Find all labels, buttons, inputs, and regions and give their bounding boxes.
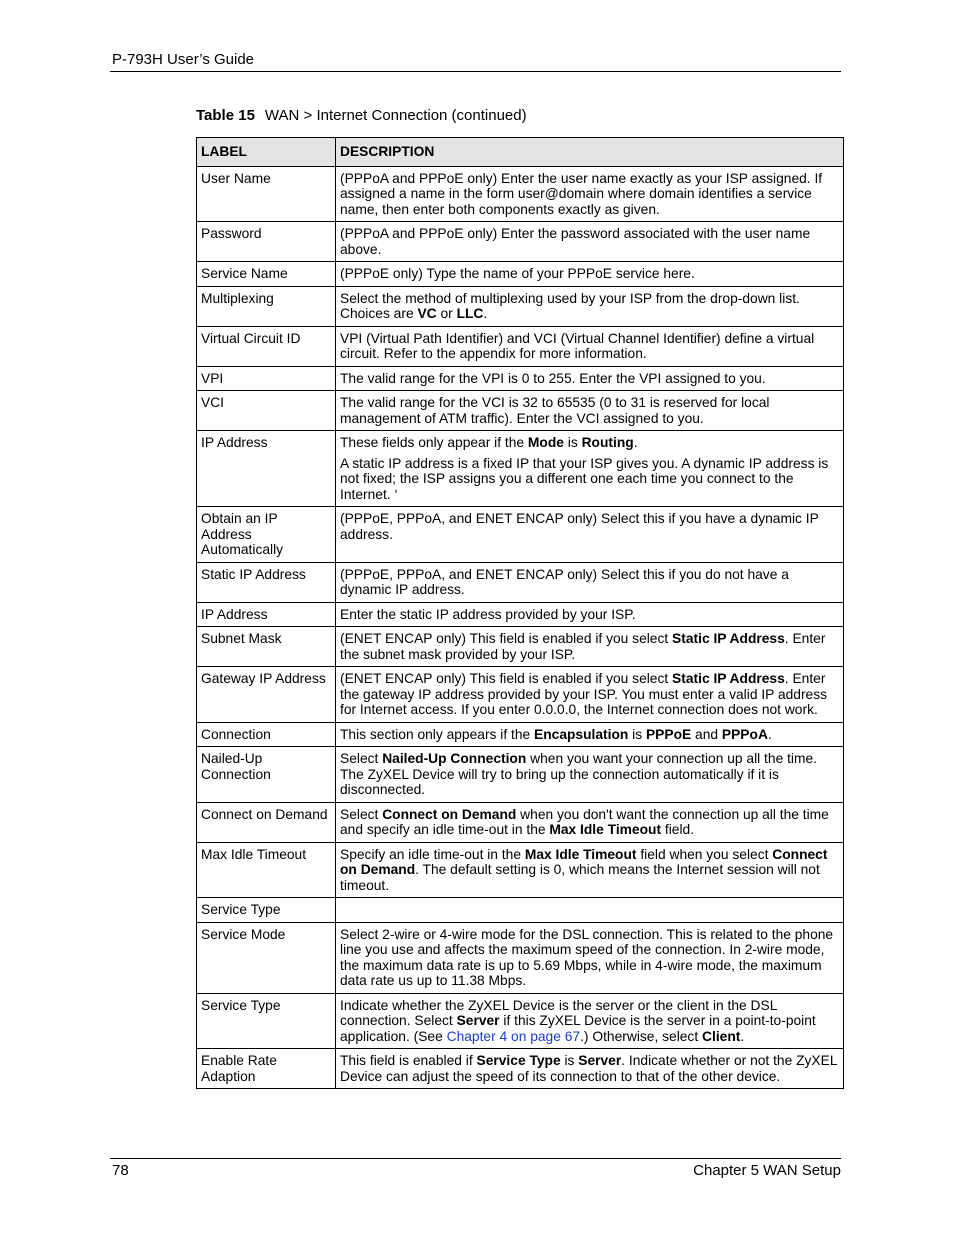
row-label: IP Address [197,602,336,627]
row-label: User Name [197,166,336,222]
bold-term: Max Idle Timeout [549,822,662,837]
column-header-label: LABEL [197,138,336,167]
description-text: . [483,306,488,321]
description-text: Indicate whether the ZyXEL Device is the server or the client in the DSL connection. Select [340,997,777,1028]
description-text: Specify an idle time-out in the [340,846,525,862]
table-row [197,627,844,667]
row-label: VPI [197,366,336,391]
table-caption-label: Table 15 [196,107,255,124]
row-label: Virtual Circuit ID [197,326,336,366]
description-text: is [563,435,582,450]
bold-term: Connect on Demand [382,806,517,822]
bold-term: Nailed-Up Connection [382,751,527,766]
description-text: . [740,1028,745,1044]
table-header-row [197,138,844,167]
row-description [336,222,844,262]
bold-term: PPPoA [721,726,768,742]
table-row [197,922,844,993]
description-paragraph [340,567,839,598]
table-row [197,507,844,563]
row-description [336,747,844,803]
row-label: Multiplexing [197,286,336,326]
row-description [336,507,844,563]
description-paragraph [340,291,839,322]
row-description [336,842,844,898]
table-row [197,667,844,723]
description-text: The valid range for the VCI is 32 to 65535 (0 to 31 is reserved for local management of ATM traffic). Enter the VCI assigned to you. [340,395,770,426]
bold-term: Static IP Address [672,631,785,646]
description-paragraph [340,847,839,894]
row-label: Gateway IP Address [197,667,336,723]
row-description [336,286,844,326]
description-paragraph [340,511,839,542]
row-label: Obtain an IP Address Automatically [197,507,336,563]
bold-term: Service Type [476,1053,561,1068]
bold-term: Static IP Address [672,671,785,686]
row-label: Service Type [197,898,336,923]
description-text: Enter the static IP address provided by your ISP. [340,606,636,622]
row-description [336,366,844,391]
description-paragraph [340,1053,839,1084]
table-row [197,431,844,507]
description-text: when you want your connection up all the time. The ZyXEL Device will try to bring up the connection automatically if it is disconnected. [340,751,817,797]
row-description [336,898,844,923]
table-row [197,842,844,898]
description-text: VPI (Virtual Path Identifier) and VCI (Virtual Channel Identifier) define a virtual circuit. Refer to the appendix for more information. [340,330,815,361]
description-text: is [628,726,646,742]
description-text: Select 2-wire or 4-wire mode for the DSL connection. This is related to the phone line you use and affects the maximum speed of the connection. In 2-wire mode, the maximum data rate is up to 5.69 Mbps, while in 4-wire mode, the maximum data rate us up to 11.38 Mbps. [340,926,834,988]
description-text: Select the method of multiplexing used by your ISP from the drop-down list. Choices are [340,290,800,321]
description-paragraph [340,171,839,218]
row-label: Max Idle Timeout [197,842,336,898]
row-description [336,993,844,1049]
description-paragraph [340,435,839,451]
bold-term: PPPoE [645,726,692,742]
description-paragraph [340,371,839,387]
row-description [336,627,844,667]
table-row [197,722,844,747]
description-paragraph [340,671,839,718]
description-text: Select [340,751,383,766]
bold-term: Server [456,1013,500,1028]
wan-settings-table [196,137,844,1089]
description-paragraph [340,927,839,989]
table-row [197,993,844,1049]
row-description [336,391,844,431]
footer-rule [110,1158,841,1159]
description-text: Select [340,806,383,822]
row-label: Static IP Address [197,562,336,602]
table-row [197,286,844,326]
table-row [197,366,844,391]
description-text: (PPPoE, PPPoA, and ENET ENCAP only) Select this if you do not have a dynamic IP address. [340,566,789,597]
description-paragraph [340,751,839,798]
page-number: 78 [112,1162,129,1179]
description-text: . Enter the subnet mask provided by your ISP. [340,631,826,662]
description-text: if this ZyXEL Device is the server in a point-to-point application. (See [340,1013,816,1044]
row-description [336,667,844,723]
row-label: Nailed-Up Connection [197,747,336,803]
table-caption-text: WAN > Internet Connection (continued) [264,107,527,124]
description-text: . Indicate whether or not the ZyXEL Device can adjust the speed of its connection to that of the other device. [340,1053,837,1084]
chapter-title: Chapter 5 WAN Setup [693,1162,841,1179]
description-paragraph [340,266,839,282]
row-description [336,1049,844,1089]
description-text: This section only appears if the [340,726,535,742]
row-label: IP Address [197,431,336,507]
table-row [197,898,844,923]
description-paragraph [340,727,839,743]
bold-term: Client [702,1028,741,1044]
table-row [197,391,844,431]
row-description [336,802,844,842]
description-text: (PPPoE, PPPoA, and ENET ENCAP only) Select this if you have a dynamic IP address. [340,511,819,542]
row-label: Connection [197,722,336,747]
bold-term: VC [417,306,437,321]
row-description [336,166,844,222]
running-header: P-793H User’s Guide [112,51,255,68]
table-row [197,602,844,627]
table-caption [196,107,527,125]
bold-term: Connect on Demand [340,846,828,877]
description-text: field. [661,822,695,837]
description-text: . Enter the gateway IP address provided by your ISP. You must enter a valid IP address for Internet access. If you enter 0.0.0.0, the Internet connection does not work. [340,671,828,717]
table-row [197,222,844,262]
description-text: (ENET ENCAP only) This field is enabled if you select [340,631,673,646]
description-paragraph [340,226,839,257]
column-header-description: DESCRIPTION [336,138,844,167]
description-text: (PPPoA and PPPoE only) Enter the user name exactly as your ISP assigned. If assigned a name in the form user@domain where domain identifies a service name, then enter both components exactly as given. [340,170,823,217]
row-description [336,922,844,993]
table-row [197,326,844,366]
table-row [197,747,844,803]
table-row [197,166,844,222]
description-text: . [767,726,772,742]
description-text: and [691,726,722,742]
row-label: Subnet Mask [197,627,336,667]
row-label: Connect on Demand [197,802,336,842]
description-text: when you don't want the connection up all the time and specify an idle time-out in the [340,806,829,837]
bold-term: Server [578,1053,622,1068]
row-label: Password [197,222,336,262]
description-text: These fields only appear if the [340,435,528,450]
description-text: A static IP address is a fixed IP that your ISP gives you. A dynamic IP address is not fixed; the ISP assigns you a different one each time you connect to the Internet. ‘ [340,455,829,502]
row-description [336,602,844,627]
description-text: (ENET ENCAP only) This field is enabled if you select [340,671,673,686]
description-text: is [560,1053,579,1068]
row-description [336,431,844,507]
description-paragraph [340,998,839,1045]
description-text: This field is enabled if [340,1053,477,1068]
table-row [197,802,844,842]
bold-term: Max Idle Timeout [524,846,637,862]
description-text: or [436,306,457,321]
description-text: The valid range for the VPI is 0 to 255. Enter the VPI assigned to you. [340,370,766,386]
row-description [336,326,844,366]
row-label: Service Name [197,262,336,287]
description-paragraph [340,807,839,838]
description-paragraph [340,607,839,623]
bold-term: Routing [581,435,634,450]
description-text: . [633,435,638,450]
description-text: (PPPoE only) Type the name of your PPPoE service here. [340,266,695,281]
row-label: VCI [197,391,336,431]
header-rule [110,71,841,72]
row-description [336,262,844,287]
row-description [336,722,844,747]
row-description [336,562,844,602]
description-paragraph [340,456,839,503]
description-text: .) Otherwise, select [580,1028,703,1044]
row-label: Service Mode [197,922,336,993]
description-text: . The default setting is 0, which means the Internet session will not timeout. [340,862,820,893]
cross-reference-link[interactable]: Chapter 4 on page 67 [446,1028,581,1044]
table-body [197,166,844,1089]
bold-term: Mode [527,435,564,450]
row-label: Enable Rate Adaption [197,1049,336,1089]
description-paragraph [340,395,839,426]
table-row [197,562,844,602]
bold-term: LLC [456,306,484,321]
description-text: field when you select [636,846,773,862]
row-label: Service Type [197,993,336,1049]
description-paragraph [340,331,839,362]
table-row [197,262,844,287]
table-row [197,1049,844,1089]
bold-term: Encapsulation [534,726,629,742]
description-text: (PPPoA and PPPoE only) Enter the password associated with the user name above. [340,226,811,257]
description-paragraph [340,631,839,662]
